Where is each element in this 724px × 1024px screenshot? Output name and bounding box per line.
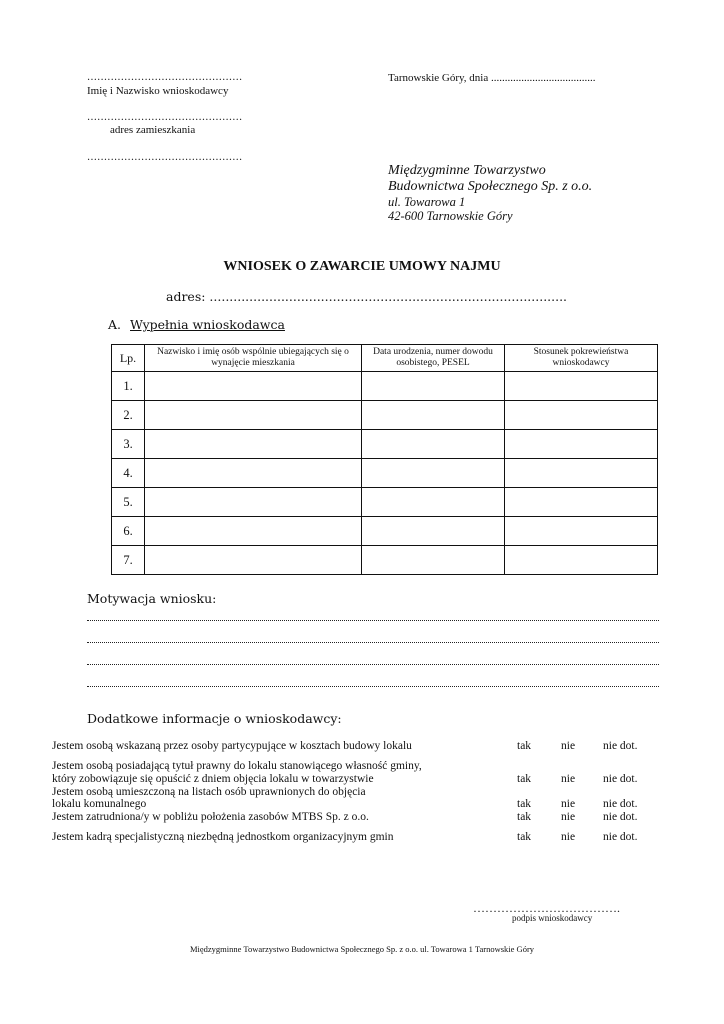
table-row [112, 517, 658, 546]
statement-text: Jestem osobą wskazaną przez osoby partycypujące w kosztach budowy lokalu [52, 740, 412, 752]
table-row [112, 546, 658, 575]
names-cell[interactable] [145, 372, 362, 401]
statement-text: który zobowiązuje się opuścić z dniem objęcia lokalu w towarzystwie [52, 773, 374, 785]
option-no[interactable]: nie [561, 811, 576, 823]
table-row [112, 459, 658, 488]
table-row [112, 372, 658, 401]
names-cell[interactable] [145, 401, 362, 430]
table-row [112, 430, 658, 459]
section-a-label: Wypełnia wnioskodawca [130, 317, 285, 332]
name-label: Imię i Nazwisko wnioskodawcy [87, 85, 229, 97]
row-number: 4. [112, 459, 145, 488]
statement-text: Jestem osobą posiadającą tytuł prawny do lokalu stanowiącego własność gminy, [52, 760, 422, 772]
signature-label: podpis wnioskodawcy [512, 913, 593, 923]
row-number: 2. [112, 401, 145, 430]
row-number: 7. [112, 546, 145, 575]
option-not-applicable[interactable]: nie dot. [603, 773, 638, 785]
relation-cell[interactable] [505, 517, 658, 546]
recipient-line-2: Budownictwa Społecznego Sp. z o.o. [388, 179, 593, 194]
row-number: 6. [112, 517, 145, 546]
option-no[interactable]: nie [561, 740, 576, 752]
relation-cell[interactable] [505, 459, 658, 488]
names-cell[interactable] [145, 459, 362, 488]
statement-text: Jestem kadrą specjalistyczną niezbędną jednostkom organizacyjnym gmin [52, 831, 394, 843]
relation-cell[interactable] [505, 546, 658, 575]
address-dotted-line[interactable]: .............................................. [87, 112, 243, 123]
col-header-lp: Lp. [112, 345, 145, 372]
birth-id-cell[interactable] [362, 401, 505, 430]
statement-text: Jestem zatrudniona/y w pobliżu położenia zasobów MTBS Sp. z o.o. [52, 811, 369, 823]
name-dotted-line[interactable]: .............................................. [87, 72, 243, 83]
page-footer: Międzygminne Towarzystwo Budownictwa Społecznego Sp. z o.o. ul. Towarowa 1 Tarnowskie Góry [189, 944, 535, 954]
motivation-line[interactable] [87, 620, 659, 621]
birth-id-cell[interactable] [362, 372, 505, 401]
relation-cell[interactable] [505, 401, 658, 430]
option-yes[interactable]: tak [517, 773, 532, 785]
col-header-birth-id: Data urodzenia, numer dowodu osobistego, PESEL [362, 345, 505, 372]
statement-text: Jestem osobą umieszczoną na listach osób uprawnionych do objęcia [52, 786, 366, 798]
relation-cell[interactable] [505, 488, 658, 517]
relation-cell[interactable] [505, 372, 658, 401]
birth-id-cell[interactable] [362, 546, 505, 575]
table-row [112, 488, 658, 517]
names-cell[interactable] [145, 488, 362, 517]
row-number: 5. [112, 488, 145, 517]
option-no[interactable]: nie [561, 798, 576, 810]
recipient-line-4: 42-600 Tarnowskie Góry [388, 209, 513, 223]
option-not-applicable[interactable]: nie dot. [603, 740, 638, 752]
names-cell[interactable] [145, 546, 362, 575]
relation-cell[interactable] [505, 430, 658, 459]
motivation-label: Motywacja wniosku: [87, 591, 217, 606]
row-number: 1. [112, 372, 145, 401]
option-yes[interactable]: tak [517, 831, 532, 843]
option-not-applicable[interactable]: nie dot. [603, 798, 638, 810]
option-yes[interactable]: tak [517, 740, 532, 752]
additional-info-label: Dodatkowe informacje o wnioskodawcy: [87, 711, 342, 726]
row-number: 3. [112, 430, 145, 459]
option-no[interactable]: nie [561, 773, 576, 785]
birth-id-cell[interactable] [362, 459, 505, 488]
recipient-line-3: ul. Towarowa 1 [388, 195, 466, 209]
place-date-line[interactable]: Tarnowskie Góry, dnia ...................................... [388, 72, 596, 84]
birth-id-cell[interactable] [362, 488, 505, 517]
birth-id-cell[interactable] [362, 430, 505, 459]
option-not-applicable[interactable]: nie dot. [603, 831, 638, 843]
recipient-line-1: Międzygminne Towarzystwo [388, 163, 546, 178]
names-cell[interactable] [145, 517, 362, 546]
address-label: adres zamieszkania [110, 124, 196, 136]
section-a-marker: A. [108, 317, 122, 332]
statement-text: lokalu komunalnego [52, 798, 147, 810]
table-header-row [112, 345, 658, 372]
motivation-line[interactable] [87, 686, 659, 687]
names-cell[interactable] [145, 430, 362, 459]
option-yes[interactable]: tak [517, 798, 532, 810]
col-header-names: Nazwisko i imię osób wspólnie ubiegających się o wynajęcie mieszkania [145, 345, 362, 372]
table-row [112, 401, 658, 430]
page-title: WNIOSEK O ZAWARCIE UMOWY NAJMU [223, 259, 501, 274]
signature-line[interactable]: ………………………………. [473, 901, 620, 915]
address-field[interactable]: adres: .......................................................................................... [166, 289, 568, 304]
option-yes[interactable]: tak [517, 811, 532, 823]
option-no[interactable]: nie [561, 831, 576, 843]
motivation-line[interactable] [87, 664, 659, 665]
birth-id-cell[interactable] [362, 517, 505, 546]
col-header-relation: Stosunek pokrewieństwa wnioskodawcy [505, 345, 658, 372]
persons-table [111, 344, 658, 575]
motivation-line[interactable] [87, 642, 659, 643]
extra-dotted-line[interactable]: .............................................. [87, 152, 243, 163]
option-not-applicable[interactable]: nie dot. [603, 811, 638, 823]
